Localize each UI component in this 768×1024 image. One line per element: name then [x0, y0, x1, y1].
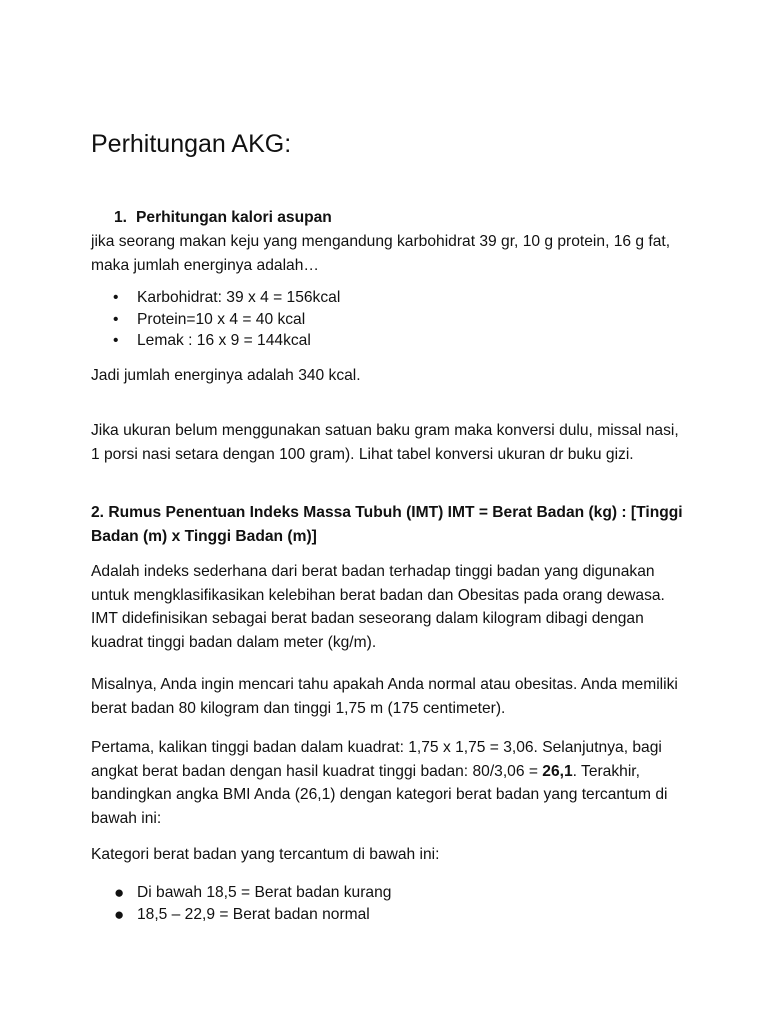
- weight-category-list: [91, 882, 683, 925]
- section1-note: Jika ukuran belum menggunakan satuan baku gram maka konversi dulu, missal nasi, 1 porsi nasi setara dengan 100 gram). Lihat tabel konversi ukuran dr buku gizi.: [91, 422, 679, 463]
- list-item: ● 18,5 – 22,9 = Berat badan normal: [114, 904, 370, 924]
- section1-total: Jadi jumlah energinya adalah 340 kcal.: [91, 367, 361, 384]
- bmi-result: 26,1: [542, 762, 573, 780]
- steps-text-before: Pertama, kalikan tinggi badan dalam kuadrat: 1,75 x 1,75 = 3,06. Selanjutnya, bagi angkat berat badan dengan hasil kuadrat tinggi badan: 80/3,06 =: [91, 739, 662, 780]
- steps-text-after: . Terakhir, bandingkan angka BMI Anda (26,1) dengan kategori berat badan yang tercantum di bawah ini:: [91, 762, 668, 827]
- section2-heading: 2. Rumus Penentuan Indeks Massa Tubuh (IMT) IMT = Berat Badan (kg) : [Tinggi Badan (m) x Tinggi Badan (m)]: [91, 504, 683, 545]
- list-item: ● Di bawah 18,5 = Berat badan kurang: [114, 883, 392, 902]
- list-item: • Karbohidrat: 39 x 4 = 156kcal: [91, 287, 683, 309]
- section1-heading: [114, 207, 332, 229]
- section2-definition: Adalah indeks sederhana dari berat badan terhadap tinggi badan yang digunakan untuk mengklasifikasikan kelebihan berat badan dan Obesitas pada orang dewasa. IMT didefinisikan sebagai berat badan seseorang dalam kilogram dibagi dengan kuadrat tinggi badan dalam meter (kg/m).: [91, 563, 665, 651]
- section1-number: 1.: [114, 209, 128, 226]
- bullet-disc-icon: ●: [114, 904, 125, 924]
- section2-steps: [91, 736, 683, 830]
- list-item: • Lemak : 16 x 9 = 144kcal: [91, 330, 683, 352]
- categories-intro: Kategori berat badan yang tercantum di bawah ini:: [91, 846, 440, 863]
- section1-intro: jika seorang makan keju yang mengandung karbohidrat 39 gr, 10 g protein, 16 g fat, maka jumlah energinya adalah…: [91, 233, 671, 274]
- bullet-dot-icon: •: [113, 289, 119, 306]
- section1-calorie-list: [91, 287, 683, 352]
- bullet-dot-icon: •: [113, 310, 119, 328]
- list-item: • Protein=10 x 4 = 40 kcal: [91, 309, 683, 331]
- section1-heading-text: Perhitungan kalori asupan: [136, 209, 332, 226]
- page-title: Perhitungan AKG:: [91, 130, 292, 158]
- bullet-dot-icon: •: [113, 332, 119, 349]
- section2-example: Misalnya, Anda ingin mencari tahu apakah Anda normal atau obesitas. Anda memiliki berat badan 80 kilogram dan tinggi 1,75 m (175 centimeter).: [91, 676, 678, 717]
- bullet-disc-icon: ●: [114, 883, 125, 902]
